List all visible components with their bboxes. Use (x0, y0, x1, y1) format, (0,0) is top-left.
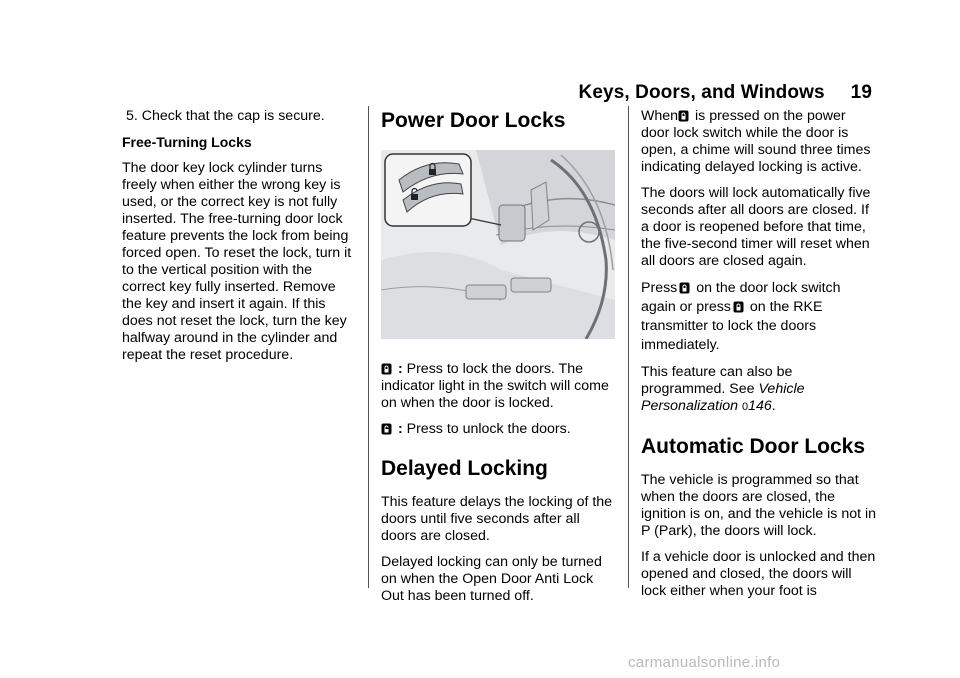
reference-arrow-icon: 0 (741, 401, 749, 413)
paragraph: Press on the door lock switch again or press on the RKE transmitter to lock the doors immediately. (641, 280, 841, 353)
cross-reference-link[interactable]: Vehicle Personalization (641, 381, 805, 414)
column-1 (122, 108, 357, 373)
lock-icon (733, 301, 744, 313)
door-lock-switch-illustration (381, 150, 615, 339)
paragraph: Delayed locking can only be turned on when the Open Door Anti Lock Out has been turned off. (381, 554, 602, 604)
watermark: carmanualsonline.info (628, 654, 781, 671)
paragraph: The doors will lock automatically five seconds after all doors are closed. If a door is reopened before that time, the five-second timer will reset when all doors are closed again. (641, 185, 871, 269)
section-title: Keys, Doors, and Windows (578, 82, 825, 103)
lock-description: : Press to lock the doors. The indicator light in the switch will come on when the door is locked. (381, 361, 609, 411)
lock-icon (678, 110, 689, 122)
column-3 (641, 108, 877, 609)
paragraph: This feature can also be programmed. See Vehicle Personalization 0146. (641, 364, 805, 414)
paragraph: When is pressed on the power door lock switch while the door is open, a chime will sound three times indicating delayed locking is active. (641, 108, 871, 175)
step-5: 5. Check that the cap is secure. (126, 108, 325, 124)
heading-power-door-locks: Power Door Locks (381, 109, 566, 132)
subheading-free-turning-locks: Free-Turning Locks (122, 134, 252, 150)
heading-delayed-locking: Delayed Locking (381, 457, 548, 480)
reference-page[interactable]: 146 (748, 398, 772, 414)
column-2 (381, 108, 617, 614)
column-divider (368, 106, 369, 588)
page-number: 19 (850, 82, 872, 103)
lock-icon (381, 363, 392, 375)
paragraph: If a vehicle door is unlocked and then opened and closed, the doors will lock either when your foot is (641, 549, 876, 599)
column-divider (628, 106, 629, 588)
lock-icon (679, 282, 690, 294)
paragraph: The vehicle is programmed so that when the doors are closed, the ignition is on, and the vehicle is not in P (Park), the doors will lock. (641, 472, 877, 539)
paragraph: This feature delays the locking of the doors until five seconds after all doors are closed. (381, 494, 613, 544)
heading-automatic-door-locks: Automatic Door Locks (641, 435, 866, 458)
paragraph: The door key lock cylinder turns freely when either the wrong key is used, or the correct key is not fully inserted. The free-turning door lock feature prevents the lock from being forced open. To reset the lock, turn it to the vertical position with the correct key fully inserted. Remove the key and insert it again. If this does not reset the lock, turn the key halfway around in the cylinder and repeat the reset procedure. (122, 160, 352, 363)
page-header (579, 82, 872, 104)
unlock-description: : Press to unlock the doors. (381, 421, 617, 438)
unlock-icon (381, 423, 392, 435)
